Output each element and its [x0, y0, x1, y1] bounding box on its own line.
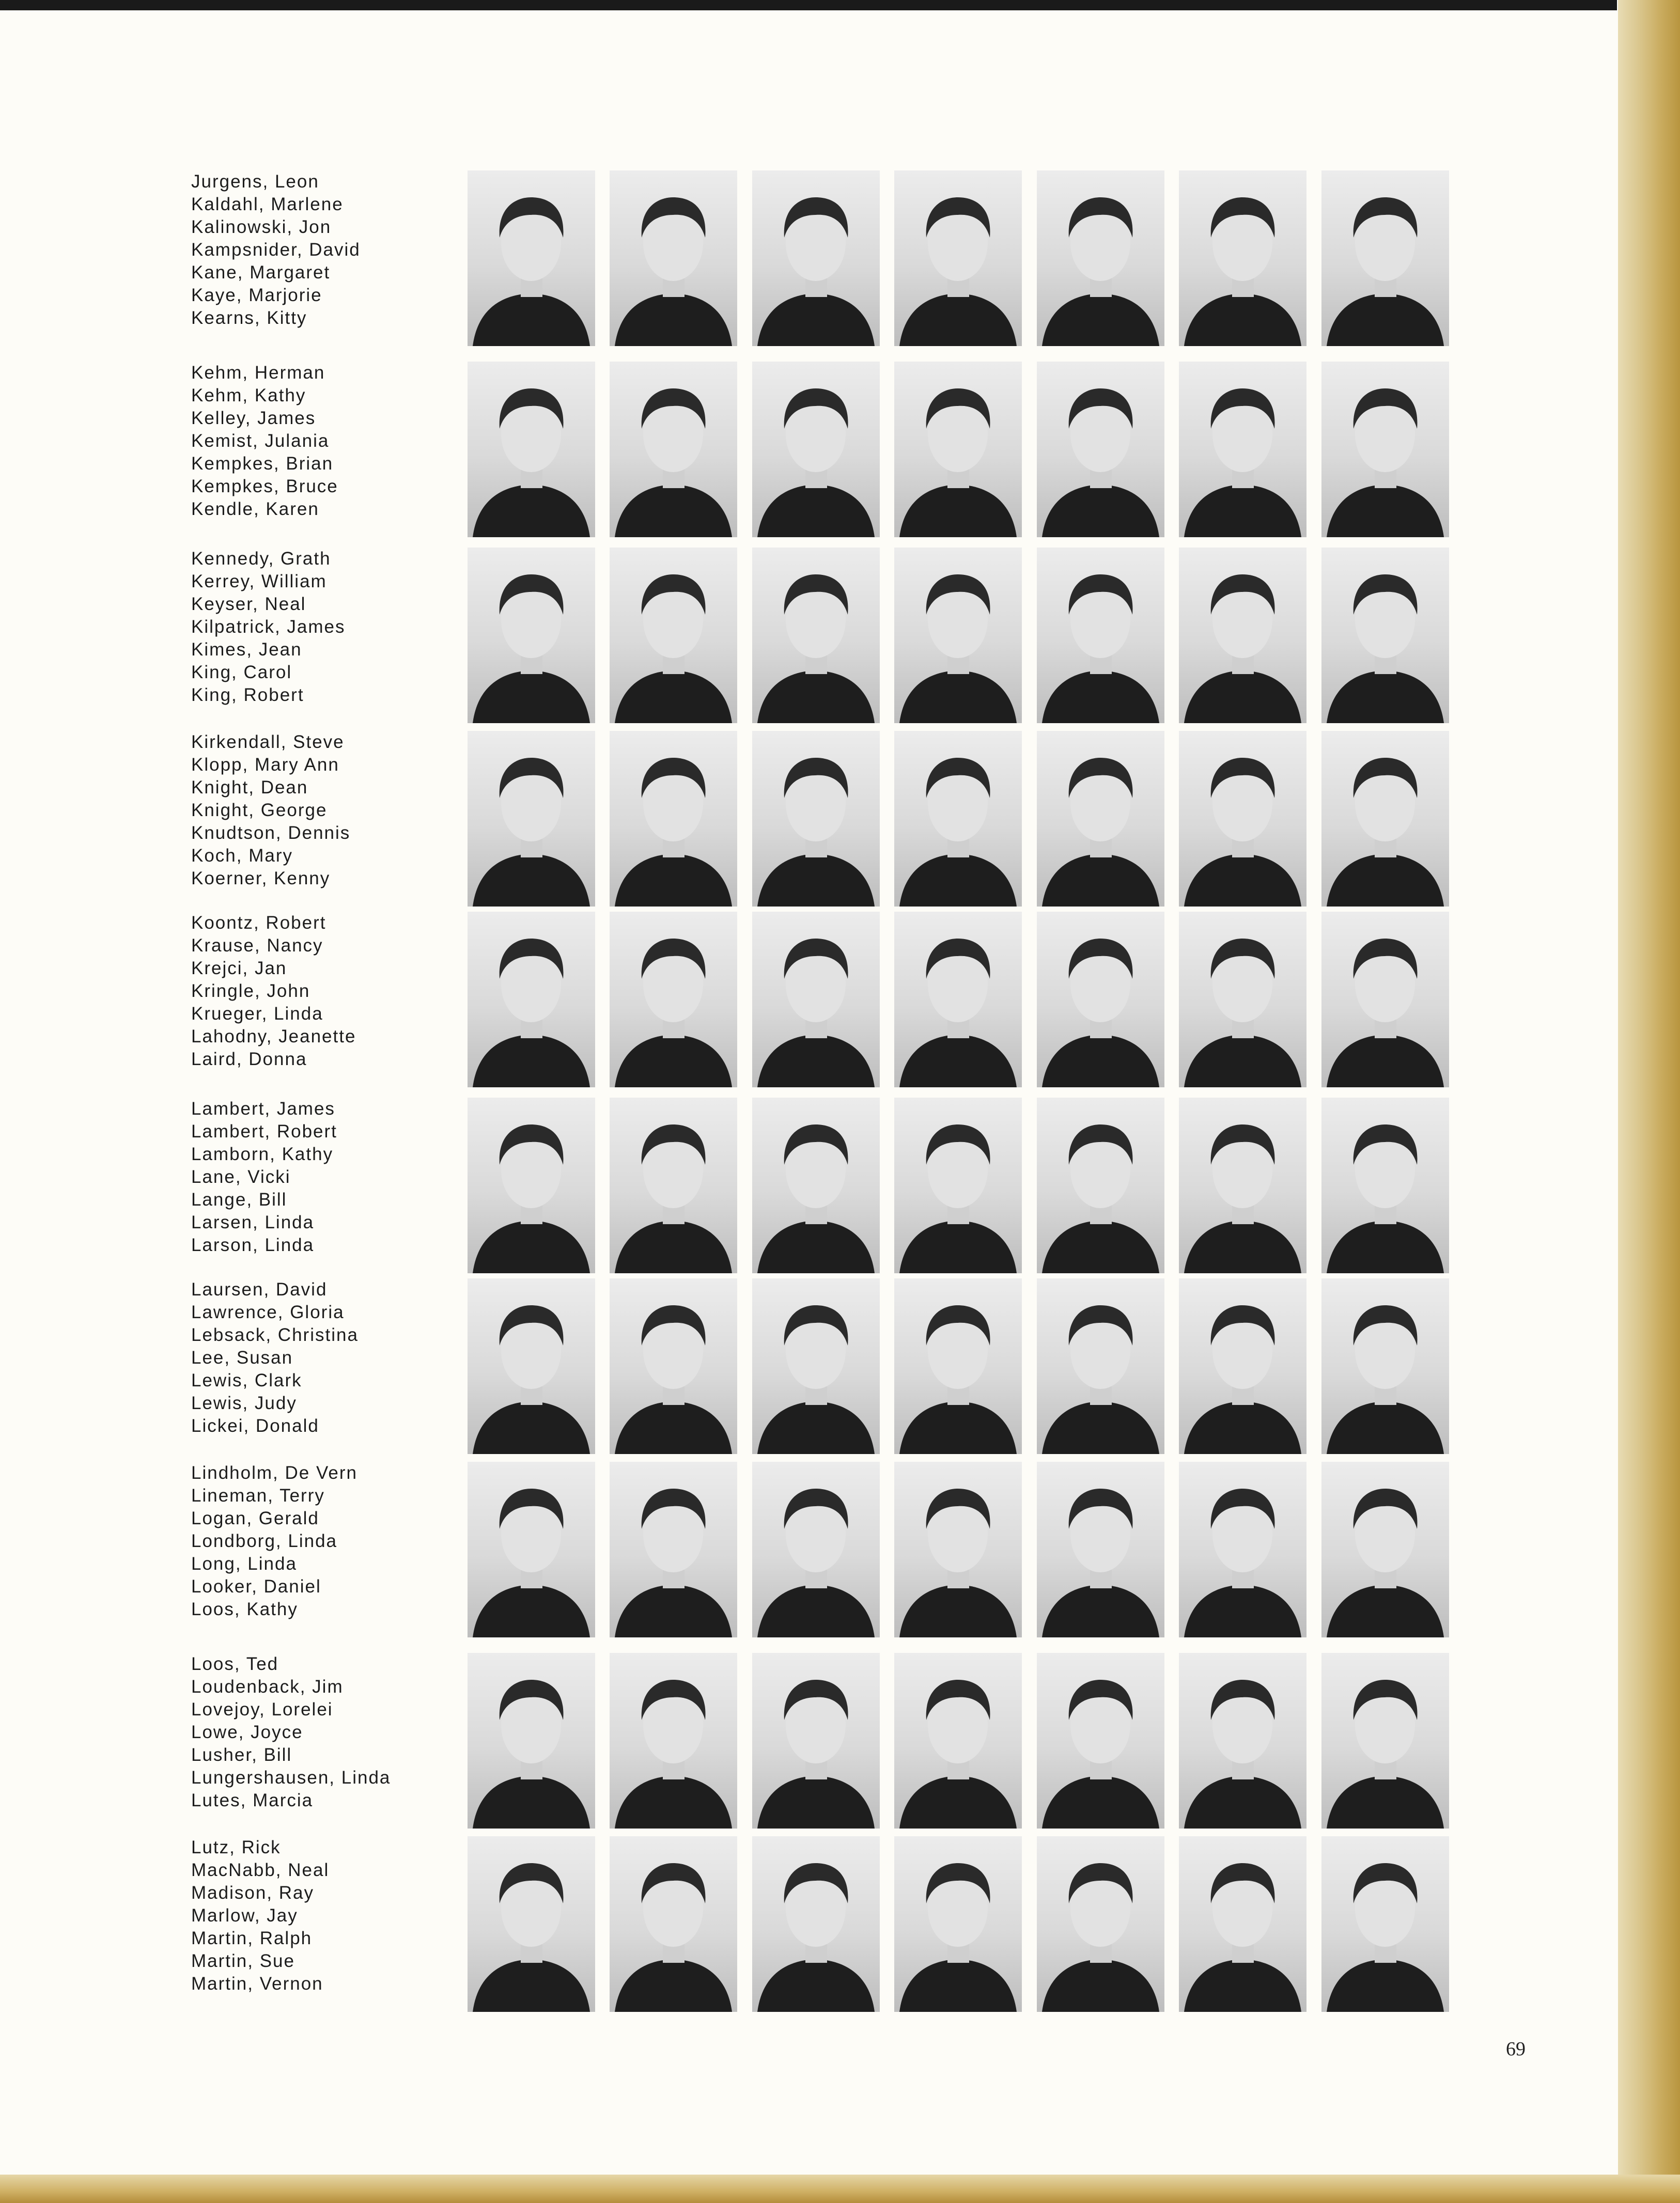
portrait-shoulders: [473, 1776, 590, 1829]
portrait-row: [468, 731, 1452, 907]
portrait-shoulders: [1184, 670, 1301, 723]
student-portrait: [610, 1098, 737, 1273]
student-portrait: [1179, 1836, 1306, 2012]
portrait-shoulders: [615, 854, 732, 907]
student-name: Lewis, Clark: [191, 1370, 302, 1390]
student-name: Martin, Sue: [191, 1951, 295, 1971]
student-row-block: [191, 1462, 1452, 1637]
student-name: Lineman, Terry: [191, 1486, 325, 1506]
student-name: Knight, George: [191, 800, 328, 820]
student-portrait: [894, 548, 1022, 723]
portrait-shoulders: [473, 670, 590, 723]
student-name: Loos, Ted: [191, 1654, 279, 1674]
student-portrait: [1037, 731, 1164, 907]
portrait-shoulders: [757, 1035, 875, 1087]
student-portrait: [468, 548, 595, 723]
portrait-shoulders: [473, 1585, 590, 1637]
student-portrait: [752, 170, 880, 346]
student-name: Lewis, Judy: [191, 1393, 297, 1413]
student-name: Lahodny, Jeanette: [191, 1026, 356, 1046]
portrait-shoulders: [615, 1585, 732, 1637]
student-name: Krause, Nancy: [191, 935, 323, 956]
student-portrait: [894, 731, 1022, 907]
portrait-shoulders: [899, 485, 1017, 537]
student-name: MacNabb, Neal: [191, 1860, 330, 1880]
student-name: Lindholm, De Vern: [191, 1463, 357, 1483]
portrait-row: [468, 1098, 1452, 1273]
student-name: Kalinowski, Jon: [191, 217, 332, 237]
student-portrait: [468, 912, 595, 1087]
student-name: Kennedy, Grath: [191, 549, 331, 569]
portrait-shoulders: [1327, 1585, 1444, 1637]
portrait-shoulders: [1327, 1035, 1444, 1087]
student-name: Lutz, Rick: [191, 1837, 281, 1857]
portrait-shoulders: [757, 485, 875, 537]
portrait-shoulders: [1184, 1035, 1301, 1087]
student-name: Lambert, James: [191, 1099, 335, 1119]
student-portrait: [1037, 1462, 1164, 1637]
student-portrait: [752, 1653, 880, 1829]
student-name: Lusher, Bill: [191, 1745, 292, 1765]
student-name: Lawrence, Gloria: [191, 1302, 345, 1322]
portrait-shoulders: [615, 670, 732, 723]
student-portrait: [1037, 548, 1164, 723]
student-portrait: [1179, 1653, 1306, 1829]
portrait-shoulders: [899, 1401, 1017, 1454]
portrait-shoulders: [1184, 854, 1301, 907]
student-portrait: [610, 362, 737, 537]
student-portrait: [1321, 170, 1449, 346]
portrait-row: [468, 1836, 1452, 2012]
student-row-block: [191, 548, 1452, 723]
student-name: Lungershausen, Linda: [191, 1768, 391, 1788]
portrait-shoulders: [473, 1221, 590, 1273]
student-name: Laursen, David: [191, 1279, 328, 1300]
student-portrait: [1037, 362, 1164, 537]
portrait-row: [468, 170, 1452, 346]
student-name: Larsen, Linda: [191, 1212, 315, 1232]
student-name: King, Robert: [191, 685, 304, 705]
portrait-shoulders: [1327, 854, 1444, 907]
portrait-shoulders: [1042, 1776, 1159, 1829]
student-portrait: [610, 170, 737, 346]
portrait-shoulders: [615, 1959, 732, 2012]
student-name: Lamborn, Kathy: [191, 1144, 334, 1164]
student-portrait: [1179, 1278, 1306, 1454]
student-name: Lovejoy, Lorelei: [191, 1699, 333, 1720]
portrait-shoulders: [1184, 293, 1301, 346]
student-name: Lutes, Marcia: [191, 1790, 314, 1810]
student-name: Kempkes, Brian: [191, 454, 334, 474]
name-list: [191, 362, 449, 537]
student-name: Marlow, Jay: [191, 1905, 298, 1926]
student-name: Lange, Bill: [191, 1190, 287, 1210]
portrait-shoulders: [1327, 485, 1444, 537]
student-portrait: [1037, 912, 1164, 1087]
portrait-shoulders: [1184, 1221, 1301, 1273]
student-name: Lowe, Joyce: [191, 1722, 303, 1742]
portrait-shoulders: [1327, 1776, 1444, 1829]
student-name: Kampsnider, David: [191, 240, 361, 260]
portrait-shoulders: [757, 854, 875, 907]
portrait-shoulders: [615, 1401, 732, 1454]
student-name: Kelley, James: [191, 408, 316, 428]
student-portrait: [752, 1098, 880, 1273]
student-portrait: [1179, 170, 1306, 346]
portrait-shoulders: [899, 1035, 1017, 1087]
student-name: Kaye, Marjorie: [191, 285, 322, 305]
book-bottom-edge: [0, 2175, 1680, 2203]
portrait-shoulders: [473, 485, 590, 537]
student-portrait: [752, 548, 880, 723]
portrait-shoulders: [899, 1585, 1017, 1637]
student-portrait: [610, 1836, 737, 2012]
portrait-shoulders: [615, 1221, 732, 1273]
student-name: Kehm, Kathy: [191, 385, 306, 405]
student-portrait: [1037, 170, 1164, 346]
portrait-shoulders: [1327, 1401, 1444, 1454]
student-row-block: [191, 1098, 1452, 1273]
student-portrait: [894, 1098, 1022, 1273]
student-row-block: [191, 1278, 1452, 1454]
student-name: Krejci, Jan: [191, 958, 287, 978]
student-name: Koontz, Robert: [191, 913, 326, 933]
student-name: King, Carol: [191, 662, 292, 682]
page-top-edge: [0, 0, 1617, 10]
student-portrait: [468, 731, 595, 907]
portrait-shoulders: [1184, 1401, 1301, 1454]
student-portrait: [468, 1836, 595, 2012]
student-row-block: [191, 912, 1452, 1087]
book-binding-edge: [1618, 0, 1680, 2203]
portrait-row: [468, 1462, 1452, 1637]
portrait-row: [468, 548, 1452, 723]
student-name: Loos, Kathy: [191, 1599, 298, 1619]
name-list: [191, 1098, 449, 1273]
portrait-shoulders: [1184, 1776, 1301, 1829]
portrait-shoulders: [615, 1035, 732, 1087]
student-name: Logan, Gerald: [191, 1508, 319, 1528]
portrait-shoulders: [1184, 485, 1301, 537]
student-name: Looker, Daniel: [191, 1576, 321, 1597]
student-row-block: [191, 731, 1452, 907]
student-portrait: [752, 731, 880, 907]
student-portrait: [468, 1278, 595, 1454]
student-name: Kaldahl, Marlene: [191, 194, 344, 214]
student-name: Lickei, Donald: [191, 1416, 319, 1436]
portrait-shoulders: [615, 1776, 732, 1829]
student-name: Jurgens, Leon: [191, 171, 319, 192]
student-name: Koch, Mary: [191, 846, 293, 866]
student-name: Knight, Dean: [191, 777, 308, 798]
student-portrait: [894, 1836, 1022, 2012]
portrait-row: [468, 912, 1452, 1087]
portrait-shoulders: [757, 670, 875, 723]
student-name: Kearns, Kitty: [191, 308, 307, 328]
student-name: Kendle, Karen: [191, 499, 319, 519]
student-portrait: [468, 1653, 595, 1829]
student-name: Kemist, Julania: [191, 431, 330, 451]
student-portrait: [752, 1836, 880, 2012]
portrait-shoulders: [1042, 1401, 1159, 1454]
student-portrait: [752, 362, 880, 537]
portrait-shoulders: [1327, 1221, 1444, 1273]
portrait-shoulders: [1042, 1221, 1159, 1273]
student-name: Kane, Margaret: [191, 262, 331, 283]
student-name: Keyser, Neal: [191, 594, 306, 614]
student-portrait: [610, 1278, 737, 1454]
student-portrait: [1037, 1653, 1164, 1829]
portrait-shoulders: [899, 670, 1017, 723]
portrait-shoulders: [757, 1221, 875, 1273]
portrait-shoulders: [1042, 854, 1159, 907]
name-list: [191, 170, 449, 346]
portrait-shoulders: [757, 1401, 875, 1454]
student-portrait: [468, 170, 595, 346]
student-name: Kringle, John: [191, 981, 310, 1001]
portrait-shoulders: [1042, 293, 1159, 346]
student-portrait: [894, 912, 1022, 1087]
student-portrait: [610, 548, 737, 723]
portrait-shoulders: [757, 1585, 875, 1637]
student-name: Lebsack, Christina: [191, 1325, 359, 1345]
portrait-shoulders: [473, 1401, 590, 1454]
student-portrait: [1321, 1278, 1449, 1454]
portrait-shoulders: [473, 1959, 590, 2012]
student-portrait: [894, 1462, 1022, 1637]
student-name: Knudtson, Dennis: [191, 823, 351, 843]
portrait-shoulders: [757, 293, 875, 346]
student-portrait: [1179, 548, 1306, 723]
portrait-shoulders: [1042, 670, 1159, 723]
student-portrait: [1179, 731, 1306, 907]
portrait-shoulders: [1042, 1585, 1159, 1637]
name-list: [191, 912, 449, 1087]
student-portrait: [894, 362, 1022, 537]
student-name: Kirkendall, Steve: [191, 732, 345, 752]
student-portrait: [610, 912, 737, 1087]
name-list: [191, 1278, 449, 1454]
student-portrait: [1321, 912, 1449, 1087]
student-name: Kilpatrick, James: [191, 617, 346, 637]
student-name: Kerrey, William: [191, 571, 327, 591]
portrait-shoulders: [899, 293, 1017, 346]
portrait-shoulders: [1327, 293, 1444, 346]
student-name: Larson, Linda: [191, 1235, 315, 1255]
student-portrait: [894, 1653, 1022, 1829]
portrait-shoulders: [615, 293, 732, 346]
student-portrait: [752, 1462, 880, 1637]
student-portrait: [1321, 731, 1449, 907]
student-name: Long, Linda: [191, 1554, 297, 1574]
student-portrait: [468, 362, 595, 537]
name-list: [191, 731, 449, 907]
student-row-block: [191, 362, 1452, 537]
portrait-shoulders: [1184, 1585, 1301, 1637]
portrait-shoulders: [473, 293, 590, 346]
student-portrait: [1321, 1836, 1449, 2012]
student-name: Lambert, Robert: [191, 1121, 337, 1142]
student-portrait: [610, 731, 737, 907]
student-portrait: [468, 1462, 595, 1637]
portrait-row: [468, 1278, 1452, 1454]
student-row-block: [191, 1836, 1452, 2012]
portrait-shoulders: [757, 1776, 875, 1829]
portrait-shoulders: [757, 1959, 875, 2012]
student-portrait: [1179, 362, 1306, 537]
portrait-shoulders: [899, 1221, 1017, 1273]
student-row-block: [191, 1653, 1452, 1829]
student-portrait: [1037, 1278, 1164, 1454]
student-name: Kimes, Jean: [191, 639, 302, 660]
portrait-shoulders: [1042, 1959, 1159, 2012]
portrait-shoulders: [899, 1959, 1017, 2012]
student-name: Londborg, Linda: [191, 1531, 337, 1551]
student-portrait: [1321, 548, 1449, 723]
student-portrait: [1179, 1462, 1306, 1637]
portrait-row: [468, 1653, 1452, 1829]
name-list: [191, 1462, 449, 1637]
student-portrait: [610, 1653, 737, 1829]
student-name: Loudenback, Jim: [191, 1677, 344, 1697]
student-name: Koerner, Kenny: [191, 868, 331, 888]
portrait-shoulders: [473, 1035, 590, 1087]
student-portrait: [752, 1278, 880, 1454]
student-portrait: [468, 1098, 595, 1273]
student-portrait: [1321, 1098, 1449, 1273]
student-name: Martin, Vernon: [191, 1974, 323, 1994]
student-name: Lane, Vicki: [191, 1167, 291, 1187]
portrait-shoulders: [1327, 670, 1444, 723]
student-portrait: [1321, 1462, 1449, 1637]
student-name: Martin, Ralph: [191, 1928, 313, 1948]
student-portrait: [1321, 362, 1449, 537]
portrait-row: [468, 362, 1452, 537]
student-portrait: [1321, 1653, 1449, 1829]
student-portrait: [1179, 912, 1306, 1087]
name-list: [191, 1836, 449, 2012]
portrait-shoulders: [1327, 1959, 1444, 2012]
student-row-block: [191, 170, 1452, 346]
student-portrait: [1037, 1098, 1164, 1273]
student-portrait: [894, 1278, 1022, 1454]
student-name: Lee, Susan: [191, 1348, 293, 1368]
student-name: Madison, Ray: [191, 1883, 314, 1903]
portrait-shoulders: [473, 854, 590, 907]
portrait-shoulders: [899, 854, 1017, 907]
name-list: [191, 1653, 449, 1829]
student-portrait: [1179, 1098, 1306, 1273]
student-name: Kehm, Herman: [191, 363, 325, 383]
student-portrait: [894, 170, 1022, 346]
page-number: 69: [1506, 2038, 1526, 2060]
portrait-shoulders: [1042, 1035, 1159, 1087]
student-name: Klopp, Mary Ann: [191, 755, 339, 775]
student-portrait: [610, 1462, 737, 1637]
portrait-shoulders: [899, 1776, 1017, 1829]
student-portrait: [1037, 1836, 1164, 2012]
portrait-shoulders: [1042, 485, 1159, 537]
student-name: Krueger, Linda: [191, 1004, 323, 1024]
name-list: [191, 548, 449, 723]
student-portrait: [752, 912, 880, 1087]
portrait-shoulders: [1184, 1959, 1301, 2012]
portrait-shoulders: [615, 485, 732, 537]
student-name: Kempkes, Bruce: [191, 476, 338, 496]
student-name: Laird, Donna: [191, 1049, 307, 1069]
